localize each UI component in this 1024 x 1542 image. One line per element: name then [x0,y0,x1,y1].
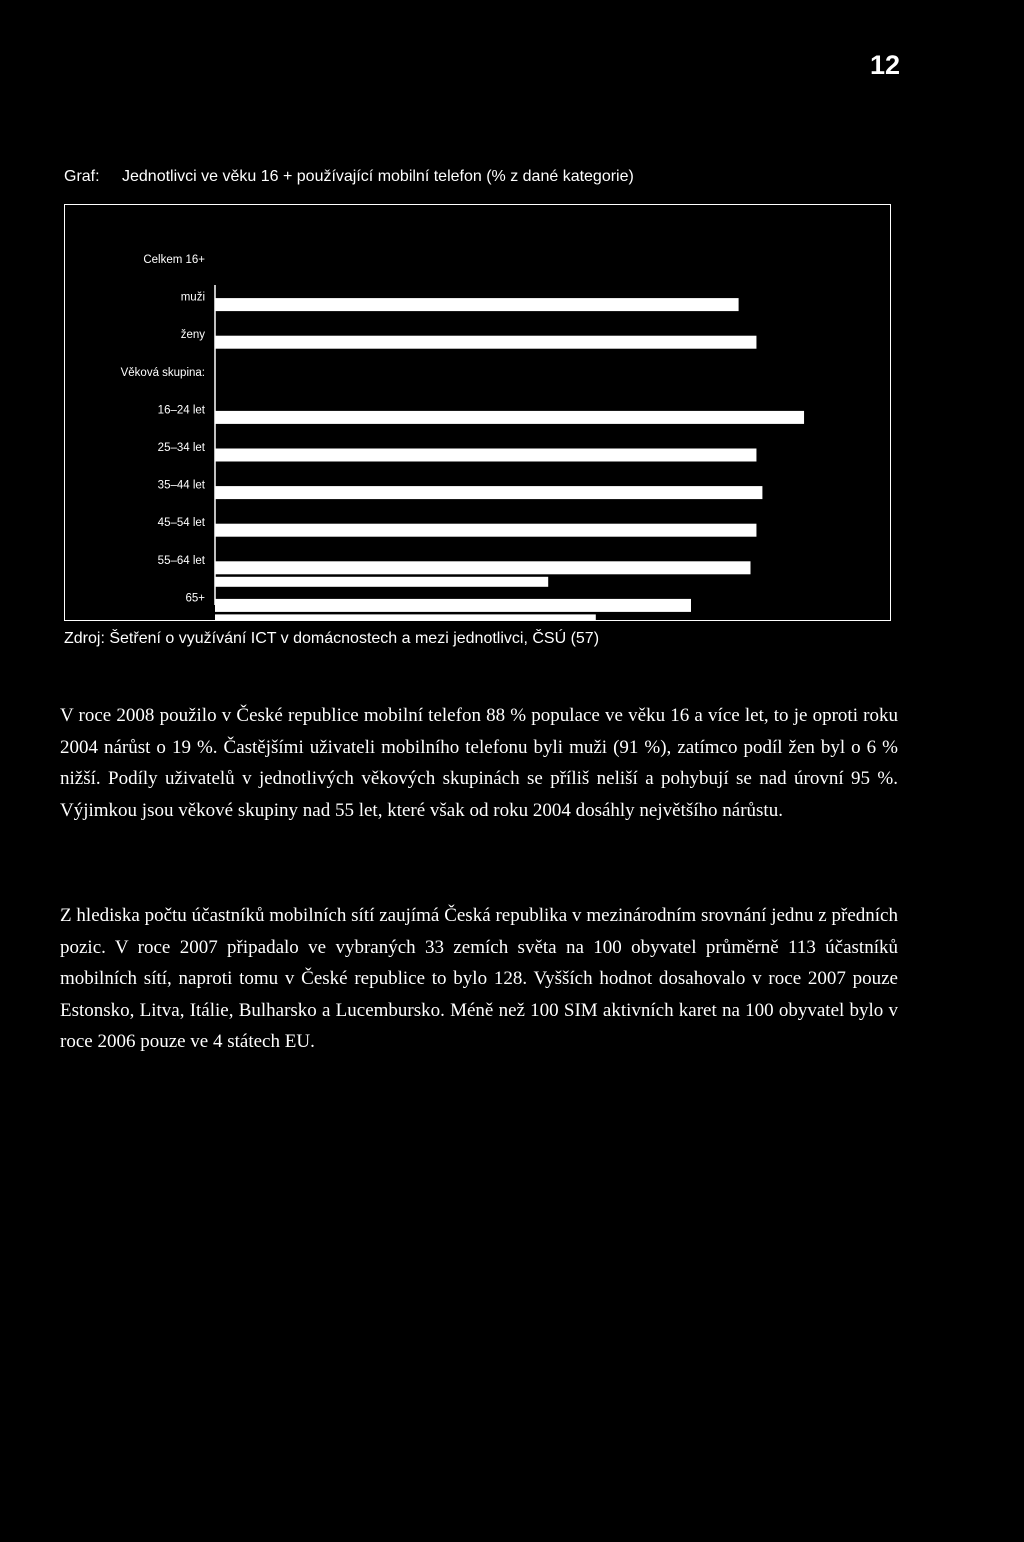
bar [215,411,804,424]
paragraph-2: Z hlediska počtu účastníků mobilních sítí zaujímá Česká republika v mezinárodním srovnání jednu z předních pozic. V roce 2007 připadalo ve vybraných 33 zemích světa na 100 obyvatel průměrně 113 účastníků mobilních sítí, naproti tomu v České republice to bylo 128. Vyšších hodnot dosahovalo v roce 2007 pouze Estonsko, Litva, Itálie, Bulharsko a Lucembursko. Méně než 100 SIM aktivních karet na 100 obyvatel bylo v roce 2006 pouze ve 4 státech EU. [60,905,898,1052]
page-number: 12 [869,50,900,80]
category-label: ženy [180,329,205,342]
bar [215,486,762,499]
category-label: 16–24 let [157,404,205,417]
bar [215,524,756,537]
chart-caption [64,168,964,186]
chart-frame [64,204,891,621]
category-label: 25–34 let [157,442,205,454]
paragraph-1: V roce 2008 použilo v České republice mobilní telefon 88 % populace ve věku 16 a více let, to je oproti roku 2004 nárůst o 19 %. Častějšími uživateli mobilního telefonu byli muži (91 %), zatímco podíl žen byl o 6 % nižší. Podíly uživatelů v jednotlivých věkových skupinách se příliš neliší a pohybují se nad úrovní 95 %. Výjimkou jsou věkové skupiny nad 55 let, které však od roku 2004 dosáhly největšího nárůstu. [60,705,898,821]
chart-source: Zdroj: Šetření o využívání ICT v domácnostech a mezi jednotlivci, ČSÚ (57) [64,630,600,647]
bar [215,577,548,587]
category-label: Celkem 16+ [143,254,205,266]
category-label: Věková skupina: [120,366,205,379]
category-label: muži [180,291,205,304]
bar [215,298,739,311]
bar [215,336,756,349]
bar [215,449,756,462]
category-label: 45–54 let [157,517,205,530]
bar [215,599,691,612]
bar [215,561,751,574]
chart-caption-label: Graf: [64,168,100,185]
chart-caption-title: Jednotlivci ve věku 16 + používající mobilní telefon (% z dané kategorie) [122,168,634,185]
category-label: 35–44 let [157,479,205,492]
bar-chart [65,205,890,620]
category-label: 55–64 let [157,554,205,567]
category-label: 65+ [185,592,205,605]
bar [215,614,596,620]
